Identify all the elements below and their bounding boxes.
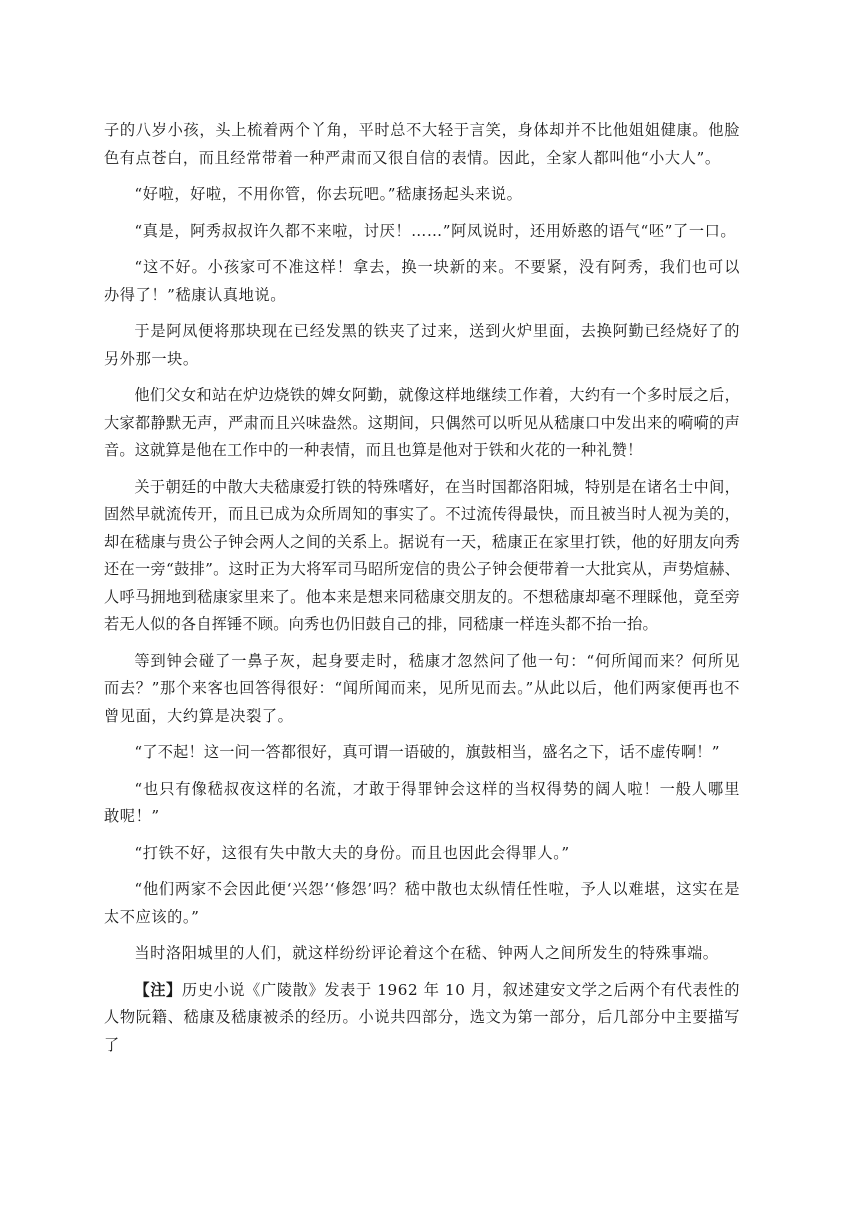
- paragraph: “真是，阿秀叔叔许久都不来啦，讨厌！……”阿凤说时，还用娇憨的语气“呸”了一口。: [134, 221, 737, 240]
- paragraph: 子的八岁小孩，头上梳着两个丫角，平时总不大轻于言笑，身体却并不比他姐姐健康。他脸色有点苍白，而且经常带着一种严肃而又很自信的表情。因此，全家人都叫他“小大人”。: [104, 121, 740, 167]
- paragraph: “打铁不好，这很有失中散大夫的身份。而且也因此会得罪人。”: [134, 843, 570, 862]
- paragraph: 关于朝廷的中散大夫嵇康爱打铁的特殊嗜好，在当时国都洛阳城，特别是在诸名士中间，固然早就流传开，而且已成为众所周知的事实了。不过流传得最快，而且被当时人视为美的，却在嵇康与贵公子钟会两人之间的关系上。据说有一天，嵇康正在家里打铁，他的好朋友向秀还在一旁“鼓排”。这时正为大将军司马昭所宠信的贵公子钟会便带着一大批宾从，声势煊赫、人呼马拥地到嵇康家里来了。他本来是想来同嵇康交朋友的。不想嵇康却毫不理睬他，竟至旁若无人似的各自挥锤不顾。向秀也仍旧鼓自己的排，同嵇康一样连头都不抬一抬。: [104, 477, 740, 633]
- paragraph: 他们父女和站在炉边烧铁的婢女阿勤，就像这样地继续工作着，大约有一个多时辰之后，大家都静默无声，严肃而且兴味盎然。这期间，只偶然可以听见从嵇康口中发出来的嗬嗬的声音。这就算是他在工作中的一种表情，而且也算是他对于铁和火花的一种礼赞！: [104, 386, 740, 459]
- note-text: 历史小说《广陵散》发表于 1962 年 10 月，叙述建安文学之后两个有代表性的人物阮籍、嵇康及嵇康被杀的经历。小说共四部分，选文为第一部分，后几部分中主要描写了: [104, 980, 740, 1054]
- note-mark: 【注】: [134, 980, 182, 999]
- paragraph: “好啦，好啦，不用你管，你去玩吧。”嵇康扬起头来说。: [134, 185, 523, 203]
- paragraph: “了不起！这一问一答都很好，真可谓一语破的，旗鼓相当，盛名之下，话不虚传啊！”: [134, 743, 720, 761]
- paragraph: “这不好。小孩家可不准这样！拿去，换一块新的来。不要紧，没有阿秀，我们也可以办得了！”嵇康认真地说。: [104, 258, 740, 304]
- paragraph: “也只有像嵇叔夜这样的名流，才敢于得罪钟会这样的当权得势的阔人啦！一般人哪里敢呢！”: [104, 779, 740, 825]
- paragraph: 等到钟会碰了一鼻子灰，起身要走时，嵇康才忽然问了他一句：“何所闻而来？何所见而去？”那个来客也回答得很好：“闻所闻而来，见所见而去。”从此以后，他们两家便再也不曾见面，大约算是决裂了。: [104, 651, 740, 725]
- paragraph: 于是阿凤便将那块现在已经发黑的铁夹了过来，送到火炉里面，去换阿勤已经烧好了的另外那一块。: [104, 322, 740, 368]
- note-paragraph: [104, 977, 740, 1060]
- document-body: [104, 117, 740, 1068]
- paragraph: 当时洛阳城里的人们，就这样纷纷评论着这个在嵇、钟两人之间所发生的特殊事端。: [134, 944, 719, 962]
- paragraph: “他们两家不会因此便‘兴怨’‘修怨’吗？嵇中散也太纵情任性啦，予人以难堪，这实在是太不应该的。”: [104, 880, 740, 926]
